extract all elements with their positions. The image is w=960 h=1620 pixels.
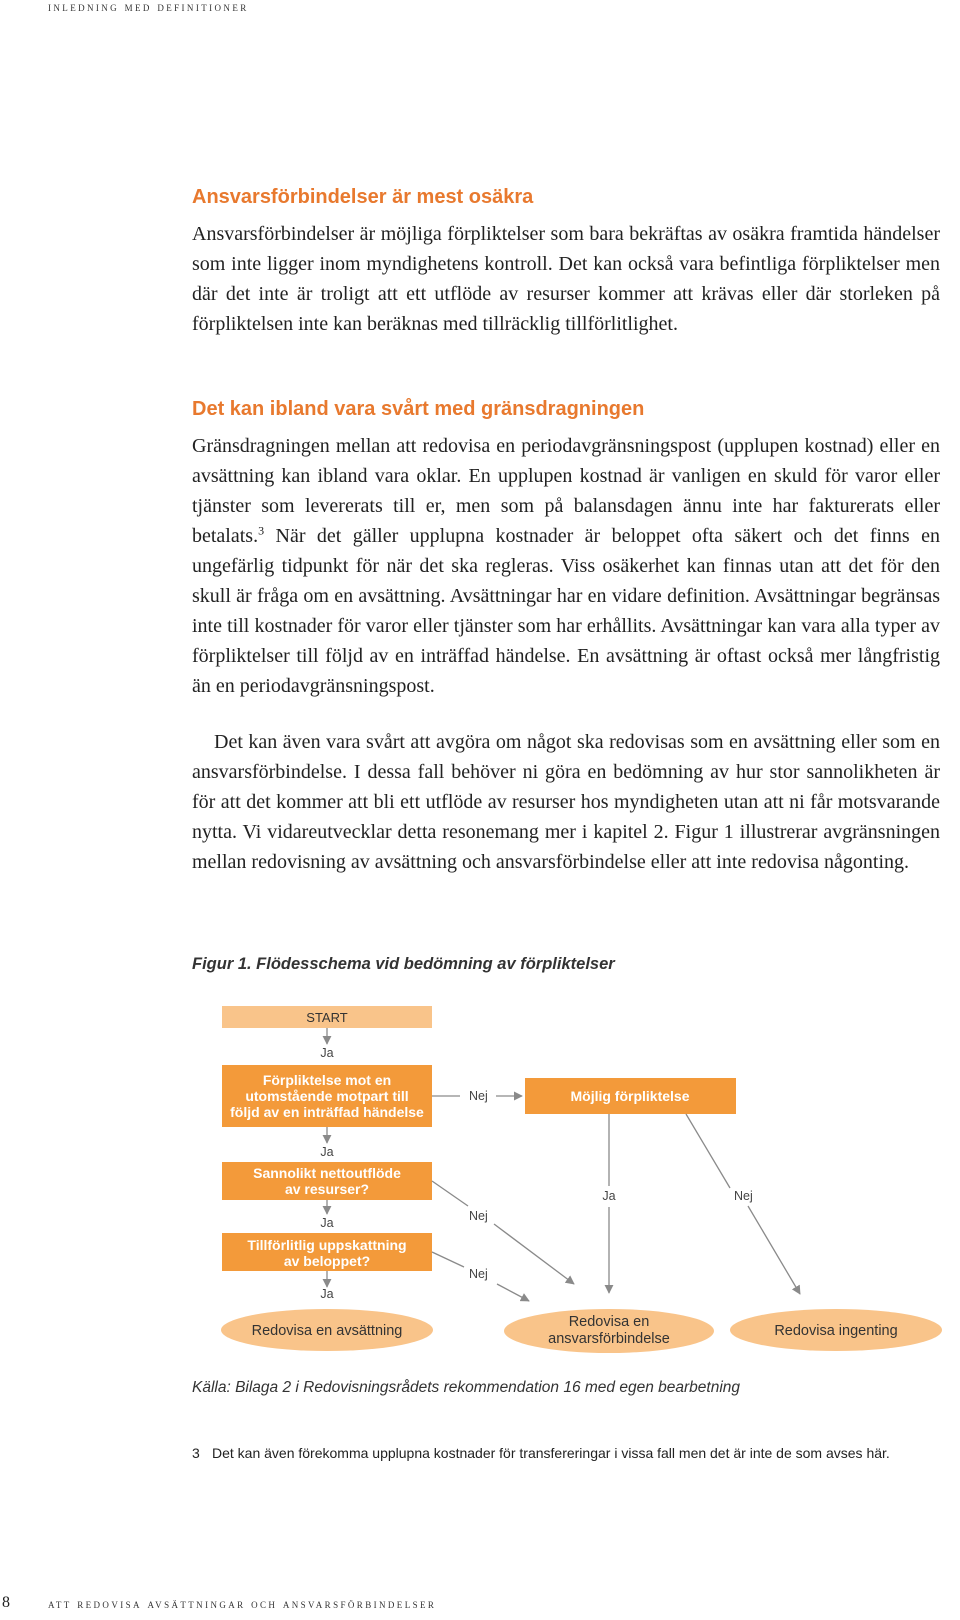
paragraph-text: Det kan även vara svårt att avgöra om något ska redovisas som en avsättning eller som en ansvarsförbindelse. I dessa fall behöver ni göra en bedömning av hur stor sannolikheten är för att det kommer att bli ett utflöde av resurser hos myndigheten utan att ni får motsvarande nytta. Vi vidareutvecklar detta resonemang mer i kapitel 2. Figur 1 illustrerar avgränsningen mellan redovisning av avsättning och ansvarsförbindelse eller att inte redovisa någonting. xyxy=(192,731,940,873)
paragraph-text-part1: Gränsdragningen mellan att redovisa en periodavgränsningspost (upplupen kostnad) eller en avsättning kan ibland vara oklar. En upplupen kostnad är vanligen en skuld för varor eller tjänster som levererats till er, men som på balansdagen ännu inte har fakturerats eller betalats. xyxy=(192,435,940,547)
label-yes-4: Ja xyxy=(320,1287,334,1301)
arrow-possible-to-nothing xyxy=(748,1206,800,1294)
arrow-probable-to-contingent xyxy=(494,1224,574,1284)
connector-reliable-no-a xyxy=(432,1252,464,1267)
section-heading-gransdragning: Det kan ibland vara svårt med gränsdragningen xyxy=(192,398,645,420)
result-contingent-label-line1: Redovisa en xyxy=(568,1314,650,1330)
possible-obligation-label: Möjlig förpliktelse xyxy=(570,1088,690,1104)
reliable-label-line1: Tillförlitlig uppskattning xyxy=(247,1237,407,1253)
obligation-label-line1: Förpliktelse mot en xyxy=(262,1072,392,1088)
label-no-3: Nej xyxy=(469,1267,488,1281)
probable-label-line2: av resurser? xyxy=(284,1181,370,1197)
result-contingent-label-line2: ansvarsförbindelse xyxy=(548,1331,670,1347)
label-yes-2: Ja xyxy=(320,1145,334,1159)
result-provision-label: Redovisa en avsättning xyxy=(251,1323,403,1339)
running-header: inledning med definitioner xyxy=(48,0,249,14)
figure-source: Källa: Bilaga 2 i Redovisningsrådets rekommendation 16 med egen bearbetning xyxy=(192,1379,741,1396)
probable-label-line1: Sannolikt nettoutflöde xyxy=(253,1165,401,1181)
footnote-reference[interactable]: 3 xyxy=(258,523,265,538)
section-heading-ansvarsforbindelser: Ansvarsförbindelser är mest osäkra xyxy=(192,186,534,208)
obligation-label-line2: utomstående motpart till xyxy=(245,1088,409,1104)
running-footer: att redovisa avsättningar och ansvarsförbindelser xyxy=(48,1597,437,1611)
paragraph-text-part2: När det gäller upplupna kostnader är beloppet ofta säkert och det finns en ungefärlig tidpunkt för när det ska regleras. Viss osäkerhet kan finnas utan att det för den skull är fråga om en avsättning. Avsättningar har en vidare definition. Avsättningar begränsas inte till kostnader för varor eller tjänster som har erhållits. Avsättningar kan vara alla typer av förpliktelser till följd av en inträffad händelse. En avsättning är oftast också mer långfristig än en periodavgränsningspost. xyxy=(192,525,940,697)
obligation-label-line3: följd av en inträffad händelse xyxy=(230,1104,424,1120)
label-yes-3: Ja xyxy=(320,1216,334,1230)
result-nothing-label: Redovisa ingenting xyxy=(774,1323,898,1339)
label-no-1: Nej xyxy=(469,1089,488,1103)
connector-possible-no xyxy=(686,1114,730,1188)
label-no-2: Nej xyxy=(469,1209,488,1223)
connector-probable-no-a xyxy=(432,1181,468,1206)
footnote-text: Det kan även förekomma upplupna kostnader för transfereringar i vissa fall men det är inte de som avses här. xyxy=(212,1445,890,1461)
label-yes-5: Ja xyxy=(602,1189,616,1203)
start-label: START xyxy=(306,1010,348,1025)
label-yes-1: Ja xyxy=(320,1046,334,1060)
section-paragraph-ansvarsforbindelser: Ansvarsförbindelser är möjliga förpliktelser som bara bekräftas av osäkra framtida händelser som inte ligger inom myndighetens kontroll. Det kan också vara befintliga förpliktelser men där det inte är troligt att ett utflöde av resurser kommer att krävas eller där storleken på förpliktelsen inte kan beräknas med tillräcklig tillförlitlighet. xyxy=(192,223,940,335)
page-number: 8 xyxy=(2,1594,10,1611)
label-no-4: Nej xyxy=(734,1189,753,1203)
reliable-label-line2: av beloppet? xyxy=(283,1253,371,1269)
figure-caption: Figur 1. Flödesschema vid bedömning av förpliktelser xyxy=(192,955,615,973)
footnote xyxy=(192,1445,890,1461)
arrow-reliable-to-contingent xyxy=(497,1284,529,1301)
footnote-number: 3 xyxy=(192,1445,200,1461)
